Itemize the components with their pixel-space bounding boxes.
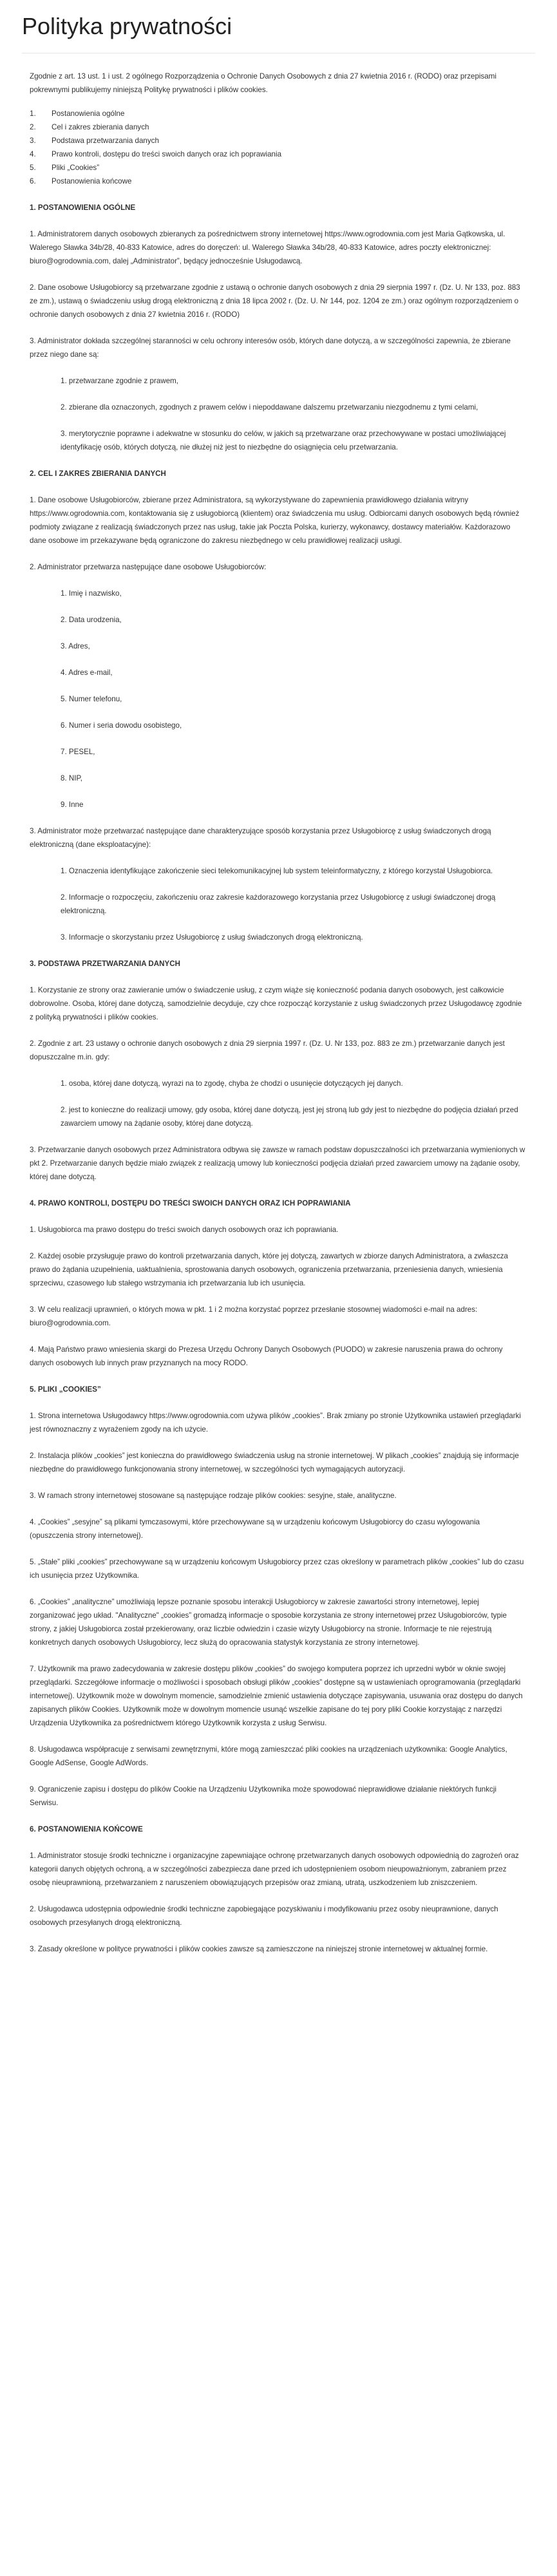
section-5-paragraph: 8. Usługodawca współpracuje z serwisami zewnętrznymi, które mogą zamieszczać pliki cookies na urządzeniach użytkownika: Google Analytics, Google AdSense, Google AdWords. (30, 1745, 507, 1767)
policy-content (30, 70, 525, 1969)
section-5-paragraph: 3. W ramach strony internetowej stosowane są następujące rodzaje plików cookies: sesyjne, stałe, analityczne. (30, 1492, 397, 1500)
section-3-paragraph: 1. Korzystanie ze strony oraz zawieranie umów o świadczenie usług, z czym wiąże się konieczność podania danych osobowych, jest całkowicie dobrowolne. Osoba, której dane dotyczą, samodzielnie decyduje, czy chce rozpocząć korzystanie z usług świadczonych przez Usługodawcę zgodnie z polityką prywatności i plików cookies. (30, 986, 522, 1021)
data-type-item: 4. Adres e-mail, (61, 668, 113, 677)
data-type-item: 8. NIP, (61, 774, 82, 782)
data-type-item: 2. Data urodzenia, (61, 616, 122, 624)
table-of-contents (30, 107, 525, 188)
toc-number: 4. (30, 150, 36, 158)
toc-label: Pliki „Cookies” (52, 164, 100, 172)
section-5-paragraph: 6. „Cookies” „analityczne” umożliwiają lepsze poznanie sposobu interakcji Usługobiorcy w zakresie zawartości strony internetowej, lepiej zorganizować jego układ. "Analityczne" „cookies” gromadzą informacje o sposobie korzystania ze strony internetowej przez Usługobiorców, typie strony, z jakiej Usługobiorca został przekierowany, oraz liczbie odwiedzin i czasie wizyty Usługobiorcy na stronie. Informacje te nie rejestrują konkretnych danych osobowych Usługobiorcy, lecz służą do opracowania statystyk korzystania ze strony internetowej. (30, 1598, 507, 1647)
section-1-paragraph: 3. Administrator dokłada szczególnej staranności w celu ochrony interesów osób, których dane dotyczą, a w szczególności zapewnia, że zbierane przez niego dane są: (30, 337, 511, 359)
section-1-list-item: 1. przetwarzane zgodnie z prawem, (61, 377, 179, 385)
data-type-item: 3. Adres, (61, 642, 90, 650)
toc-item (30, 175, 525, 188)
operational-data-item: 3. Informacje o skorzystaniu przez Usługobiorcę z usług świadczonych drogą elektroniczną. (61, 933, 363, 942)
section-heading-final: 6. POSTANOWIENIA KOŃCOWE (30, 1825, 143, 1833)
section-4-paragraph: 2. Każdej osobie przysługuje prawo do kontroli przetwarzania danych, które jej dotyczą, zawartych w zbiorze danych Administratora, a zwłaszcza prawo do żądania uzupełnienia, uaktualnienia, sprostowania danych osobowych, ograniczenia przetwarzania, przeniesienia danych, wniesienia sprzeciwu, czasowego lub stałego wstrzymania ich przetwarzania lub ich usunięcia. (30, 1252, 509, 1287)
section-5-paragraph: 7. Użytkownik ma prawo zadecydowania w zakresie dostępu plików „cookies” do swojego komputera poprzez ich uprzedni wybór w oknie swojej przeglądarki. Szczegółowe informacje o możliwości i sposobach obsługi plików „cookies” dostępne są w ustawieniach oprogramowania (przeglądarki internetowej). Użytkownik może w dowolnym momencie, samodzielnie zmienić ustawienia dotyczące zapisywania, usuwania oraz dostępu do danych zapisanych plików Cookies. Użytkownik może w dowolnym momencie usunąć wszelkie zapisane do tej pory pliki Cookie korzystając z narzędzi Urządzenia Użytkownika za pośrednictwem którego Użytkownik korzysta z usług Serwisu. (30, 1665, 523, 1727)
section-3-paragraph: 3. Przetwarzanie danych osobowych przez Administratora odbywa się zawsze w ramach podstaw dopuszczalności ich przetwarzania wymienionych w pkt 2. Przetwarzanie danych będzie miało związek z realizacją umowy lub konieczności podjęcia działań przed zawarciem umowy na żądanie osoby, której dane dotyczą. (30, 1146, 525, 1181)
data-type-item: 6. Numer i seria dowodu osobistego, (61, 721, 182, 730)
section-6-paragraph: 1. Administrator stosuje środki techniczne i organizacyjne zapewniające ochronę przetwarzanych danych osobowych odpowiednią do zagrożeń oraz kategorii danych objętych ochroną, a w szczególności zabezpiecza dane przed ich udostępnieniem osobom nieupoważnionym, zabraniem przez osobę nieuprawnioną, przetwarzaniem z naruszeniem obowiązujących przepisów oraz zmianą, utratą, uszkodzeniem lub zniszczeniem. (30, 1852, 519, 1887)
section-4-paragraph: 4. Mają Państwo prawo wniesienia skargi do Prezesa Urzędu Ochrony Danych Osobowych (PUODO) w zakresie naruszenia prawa do ochrony danych osobowych lub innych praw przyznanych na mocy RODO. (30, 1345, 503, 1367)
section-1-list-item: 2. zbierane dla oznaczonych, zgodnych z prawem celów i niepoddawane dalszemu przetwarzaniu niezgodnemu z tymi celami, (61, 403, 478, 412)
toc-item (30, 161, 525, 175)
section-2-paragraph: 1. Dane osobowe Usługobiorców, zbierane przez Administratora, są wykorzystywane do zapewnienia prawidłowego działania witryny https://www.ogrodownia.com, kontaktowania się z usługobiorcą (klientem) oraz świadczenia mu usług. Odbiorcami danych osobowych będą również podmioty związane z realizacją świadczonych przez nas usług, takie jak Poczta Polska, kurierzy, wykonawcy, dostawcy materiałów. Każdorazowo dane osobowe im przekazywane będą ograniczone do zakresu niezbędnego w celu prawidłowej realizacji usługi. (30, 496, 520, 545)
operational-data-item: 1. Oznaczenia identyfikujące zakończenie sieci telekomunikacyjnej lub system teleinformatyczny, z którego korzystał Usługobiorca. (61, 867, 493, 875)
section-heading-legal-basis: 3. PODSTAWA PRZETWARZANIA DANYCH (30, 960, 181, 968)
section-heading-data-scope: 2. CEL I ZAKRES ZBIERANIA DANYCH (30, 469, 166, 478)
section-heading-cookies: 5. PLIKI „COOKIES” (30, 1385, 101, 1394)
data-type-item: 1. Imię i nazwisko, (61, 589, 122, 598)
toc-number: 2. (30, 123, 36, 131)
section-5-paragraph: 2. Instalacja plików „cookies” jest konieczna do prawidłowego świadczenia usług na stronie internetowej. W plikach „cookies” znajdują się informacje niezbędne do prawidłowego funkcjonowania strony internetowej, w szczególności tych wymagających autoryzacji. (30, 1452, 519, 1473)
toc-number: 5. (30, 164, 36, 172)
section-2-paragraph: 3. Administrator może przetwarzać następujące dane charakteryzujące sposób korzystania przez Usługobiorcę z usług świadczonych drogą elektroniczną (dane eksploatacyjne): (30, 827, 491, 849)
toc-label: Postanowienia ogólne (52, 109, 125, 118)
toc-number: 6. (30, 177, 36, 185)
toc-number: 3. (30, 137, 36, 145)
section-3-list-item: 1. osoba, której dane dotyczą, wyrazi na to zgodę, chyba że chodzi o usunięcie dotyczących jej danych. (61, 1079, 403, 1088)
section-5-paragraph: 1. Strona internetowa Usługodawcy https://www.ogrodownia.com używa plików „cookies”. Brak zmiany po stronie Użytkownika ustawień przeglądarki jest równoznaczny z wyrażeniem zgody na ich użycie. (30, 1412, 521, 1434)
toc-item (30, 107, 525, 120)
section-6-paragraph: 2. Usługodawca udostępnia odpowiednie środki techniczne zapobiegające pozyskiwaniu i modyfikowaniu przez osoby nieuprawnione, danych osobowych przesyłanych drogą elektroniczną. (30, 1905, 498, 1927)
toc-label: Postanowienia końcowe (52, 177, 132, 185)
section-heading-rights: 4. PRAWO KONTROLI, DOSTĘPU DO TREŚCI SWOICH DANYCH ORAZ ICH POPRAWIANIA (30, 1199, 351, 1208)
section-6-paragraph: 3. Zasady określone w polityce prywatności i plików cookies zawsze są zamieszczone na niniejszej stronie internetowej w aktualnej formie. (30, 1945, 488, 1953)
section-1-paragraph: 1. Administratorem danych osobowych zbieranych za pośrednictwem strony internetowej https://www.ogrodownia.com jest Maria Gątkowska, ul. Walerego Sławka 34b/28, 40-833 Katowice, adres do doręczeń: ul. Walerego Sławka 34b/28, 40-833 Katowice, adres poczty elektronicznej: biuro@ogrodownia.com, dalej „Administrator”, będący jednocześnie Usługodawcą. (30, 230, 505, 265)
data-type-item: 7. PESEL, (61, 748, 95, 756)
section-heading-general: 1. POSTANOWIENIA OGÓLNE (30, 204, 136, 212)
toc-number: 1. (30, 109, 36, 118)
section-3-list-item: 2. jest to konieczne do realizacji umowy, gdy osoba, której dane dotyczą, jest jej stroną lub gdy jest to niezbędne do podjęcia działań przed zawarciem umowy na żądanie osoby, której dane dotyczą. (61, 1106, 518, 1128)
section-5-paragraph: 4. „Cookies” „sesyjne” są plikami tymczasowymi, które przechowywane są w urządzeniu końcowym Usługobiorcy do czasu wylogowania (opuszczenia strony internetowej). (30, 1518, 480, 1540)
toc-item (30, 120, 525, 134)
data-type-item: 5. Numer telefonu, (61, 695, 122, 703)
toc-label: Prawo kontroli, dostępu do treści swoich danych oraz ich poprawiania (52, 150, 282, 158)
section-4-paragraph: 1. Usługobiorca ma prawo dostępu do treści swoich danych osobowych oraz ich poprawiania. (30, 1226, 339, 1234)
toc-label: Cel i zakres zbierania danych (52, 123, 149, 131)
toc-item (30, 134, 525, 147)
operational-data-item: 2. Informacje o rozpoczęciu, zakończeniu oraz zakresie każdorazowego korzystania przez Usługobiorcę z usługi świadczonej drogą elektroniczną. (61, 893, 496, 915)
section-2-paragraph: 2. Administrator przetwarza następujące dane osobowe Usługobiorców: (30, 563, 267, 571)
toc-item (30, 147, 525, 161)
section-1-list-item: 3. merytorycznie poprawne i adekwatne w stosunku do celów, w jakich są przetwarzane oraz przechowywane w postaci umożliwiającej identyfikację osób, których dotyczą, nie dłużej niż jest to niezbędne do osiągnięcia celu przetwarzania. (61, 430, 506, 451)
section-3-paragraph: 2. Zgodnie z art. 23 ustawy o ochronie danych osobowych z dnia 29 sierpnia 1997 r. (Dz. U. Nr 133, poz. 883 ze zm.) przetwarzanie danych jest dopuszczalne m.in. gdy: (30, 1039, 505, 1061)
section-5-paragraph: 5. „Stałe” pliki „cookies” przechowywane są w urządzeniu końcowym Usługobiorcy przez czas określony w parametrach plików „cookies” lub do czasu ich usunięcia przez Użytkownika. (30, 1558, 524, 1580)
toc-label: Podstawa przetwarzania danych (52, 137, 159, 145)
page-title: Polityka prywatności (22, 13, 232, 39)
section-1-paragraph: 2. Dane osobowe Usługobiorcy są przetwarzane zgodnie z ustawą o ochronie danych osobowych z dnia 29 sierpnia 1997 r. (Dz. U. Nr 133, poz. 883 ze zm.), ustawą o świadczeniu usług drogą elektroniczną z dnia 18 lipca 2002 r. (Dz. U. Nr 144, poz. 1204 ze zm.) oraz ogólnym rozporządzeniem o ochronie danych osobowych z dnia 27 kwietnia 2016 r. (RODO) (30, 283, 520, 319)
intro-paragraph: Zgodnie z art. 13 ust. 1 i ust. 2 ogólnego Rozporządzenia o Ochronie Danych Osobowych z dnia 27 kwietnia 2016 r. (RODO) oraz przepisami pokrewnymi publikujemy niniejszą Politykę prywatności i plików cookies. (30, 72, 496, 94)
data-type-item: 9. Inne (61, 800, 84, 809)
section-4-paragraph: 3. W celu realizacji uprawnień, o których mowa w pkt. 1 i 2 można korzystać poprzez przesłanie stosownej wiadomości e-mail na adres: biuro@ogrodownia.com. (30, 1305, 478, 1327)
section-5-paragraph: 9. Ograniczenie zapisu i dostępu do plików Cookie na Urządzeniu Użytkownika może spowodować nieprawidłowe działanie niektórych funkcji Serwisu. (30, 1785, 496, 1807)
